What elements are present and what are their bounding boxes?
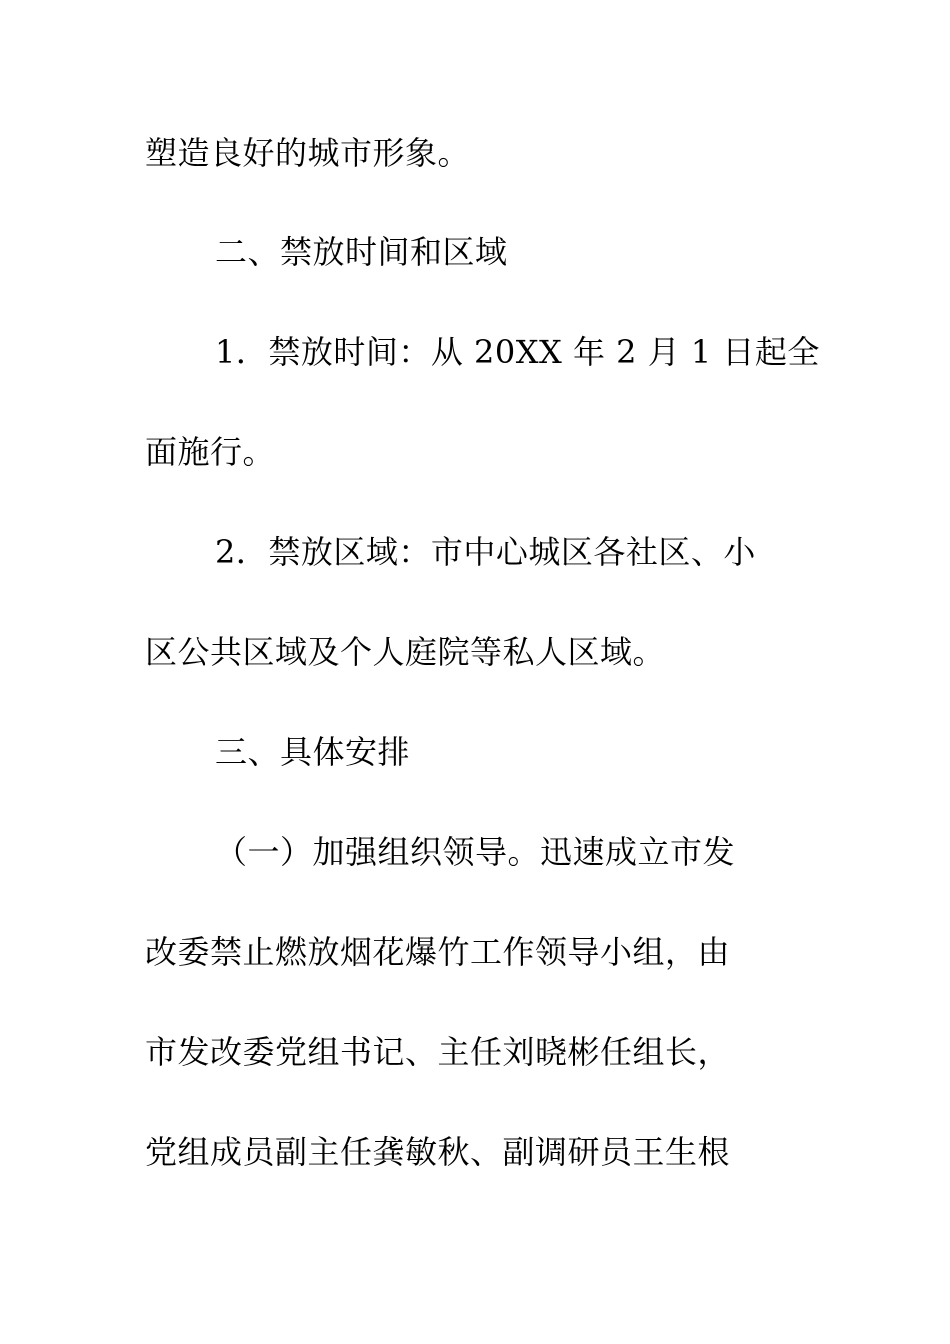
text-line-ban-time-cont: 面施行。 <box>145 433 276 471</box>
text-line-ban-time: 1．禁放时间：从 20XX 年 2 月 1 日起全 <box>215 333 820 371</box>
text-line-1: 塑造良好的城市形象。 <box>145 134 471 172</box>
text-line-ban-area: 2．禁放区域：市中心城区各社区、小 <box>215 533 756 571</box>
text-line-ban-area-cont: 区公共区域及个人庭院等私人区域。 <box>145 633 666 671</box>
text-line-org-lead-cont-1: 改委禁止燃放烟花爆竹工作领导小组，由 <box>145 933 731 971</box>
section-heading-3: 三、具体安排 <box>215 733 411 771</box>
text-line-org-lead-cont-3: 党组成员副主任龚敏秋、副调研员王生根 <box>145 1133 731 1171</box>
text-line-org-lead: （一）加强组织领导。迅速成立市发 <box>215 833 736 871</box>
text-line-org-lead-cont-2: 市发改委党组书记、主任刘晓彬任组长， <box>145 1033 731 1071</box>
section-heading-2: 二、禁放时间和区域 <box>215 233 508 271</box>
